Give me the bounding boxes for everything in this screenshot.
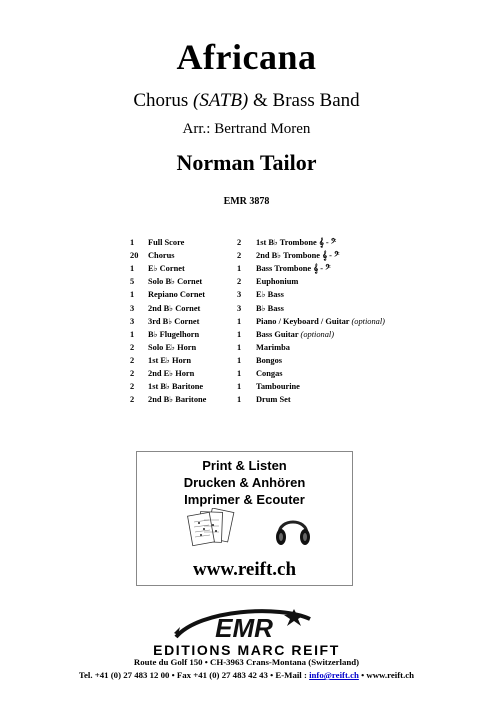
instrument-qty: 20 [130, 251, 139, 261]
instrument-qty: 1 [237, 369, 242, 378]
optional-note: (optional) [300, 329, 335, 339]
instrument-qty: 2 [237, 277, 242, 287]
instrument-name [148, 250, 175, 261]
instrument-qty: 1 [237, 395, 242, 405]
instrument-label: E♭ Bass [256, 290, 284, 300]
instrument-qty: 2 [130, 382, 135, 392]
instrument-name [148, 394, 206, 405]
instrument-name [256, 289, 284, 300]
optional-note: (optional) [351, 316, 385, 326]
instrument-qty: 2 [237, 238, 242, 247]
instrument-label: Congas [256, 369, 283, 378]
instrument-label: Tambourine [256, 382, 300, 392]
instrument-name [256, 355, 282, 366]
instrument-name [148, 263, 185, 274]
instrument-label: Drum Set [256, 395, 291, 405]
instrument-label: Chorus [148, 251, 175, 261]
contact-phone-fax: Tel. +41 (0) 27 483 12 00 • Fax +41 (0) 27 483 42 43 • E-Mail : [78, 670, 310, 680]
publisher-name: EDITIONS MARC REIFT [153, 642, 340, 658]
instrument-label: Bongos [256, 355, 283, 365]
instrument-qty: 1 [130, 329, 135, 339]
instrument-label: B♭ Flugelhorn [148, 329, 200, 339]
subtitle [0, 90, 493, 112]
instrument-qty: 3 [130, 316, 135, 326]
instrument-label: Marimba [256, 342, 290, 352]
instrument-qty: 2 [130, 395, 135, 405]
instrument-name [148, 289, 205, 300]
instrument-qty: 1 [130, 290, 135, 300]
instrument-qty: 1 [237, 329, 242, 339]
promo-line-3: Imprimer & Ecouter [184, 492, 305, 507]
instrument-label: Solo E♭ Horn [148, 342, 197, 352]
instrument-name [256, 237, 336, 248]
instrument-label: 2nd B♭ Trombone 𝄞 - 𝄢 [256, 251, 340, 261]
instrument-name [256, 342, 290, 353]
instrument-qty: 1 [130, 264, 135, 274]
title: Africana [176, 37, 317, 77]
instrument-label: Repiano Cornet [148, 290, 205, 300]
instrument-qty: 1 [237, 264, 242, 274]
subtitle-part-3: & Brass Band [248, 90, 360, 111]
instrument-qty: 1 [237, 316, 242, 326]
instrument-name [148, 237, 184, 248]
instrument-label: Piano / Keyboard / Guitar [256, 316, 352, 326]
instrument-qty: 2 [237, 251, 242, 261]
instrument-name [148, 381, 203, 392]
instrument-qty: 5 [130, 277, 135, 287]
instrument-label: 3rd B♭ Cornet [148, 316, 200, 326]
instrument-label: Bass Trombone 𝄞 - 𝄢 [256, 264, 331, 274]
instrument-name [148, 276, 202, 287]
promo-line-2: Drucken & Anhören [183, 475, 306, 490]
subtitle-voicing: (SATB) [193, 90, 249, 111]
catalog-number: EMR 3878 [223, 196, 270, 207]
instrument-label: 2nd B♭ Cornet [148, 303, 201, 313]
instrument-qty: 3 [237, 303, 242, 313]
subtitle-part-1: Chorus [133, 90, 194, 111]
publisher-address: Route du Golf 150 • CH-3963 Crans-Montana (Switzerland) [133, 657, 360, 667]
instrument-name [256, 303, 284, 314]
instrument-name [256, 381, 300, 392]
instrument-name [256, 316, 385, 327]
emr-logo [170, 603, 318, 643]
email-link[interactable]: info@reift.ch [309, 670, 359, 680]
print-listen-box[interactable] [136, 451, 353, 586]
contact-website: • www.reift.ch [358, 670, 415, 680]
instrument-qty: 2 [130, 342, 135, 352]
instrument-label: Bass Guitar [256, 329, 301, 339]
instrument-name [148, 303, 200, 314]
instrument-name [148, 342, 196, 353]
instrument-name [256, 368, 283, 379]
arranger: Arr.: Bertrand Moren [182, 121, 311, 137]
instrument-label: 1st E♭ Horn [148, 355, 192, 365]
instrument-label: E♭ Cornet [148, 264, 185, 274]
instrument-label: 1st B♭ Trombone 𝄞 - 𝄢 [256, 238, 337, 247]
instrument-label: Euphonium [256, 277, 299, 287]
logo-letters: EMR [215, 613, 273, 643]
instrument-name [256, 329, 334, 340]
instrument-label: 1st B♭ Baritone [148, 382, 204, 392]
instrument-name [256, 263, 331, 274]
instrument-qty: 1 [237, 342, 242, 352]
instrument-name [256, 394, 291, 405]
instrument-qty: 2 [130, 355, 135, 365]
instrument-name [256, 250, 339, 261]
instrument-qty: 1 [130, 238, 135, 247]
instrument-name [148, 329, 199, 340]
instrument-name [148, 355, 191, 366]
instrument-qty: 2 [130, 369, 135, 378]
instrument-label: 2nd E♭ Horn [148, 369, 195, 378]
instrument-name [148, 316, 199, 327]
instrument-label: B♭ Bass [256, 303, 284, 313]
promo-line-1: Print & Listen [202, 458, 287, 473]
instrument-qty: 3 [237, 290, 242, 300]
publisher-contact [0, 670, 493, 680]
headphones-icon [273, 510, 313, 548]
instrument-qty: 3 [130, 303, 135, 313]
instrument-name [148, 368, 194, 379]
instrument-qty: 1 [237, 382, 242, 392]
instrument-label: 2nd B♭ Baritone [148, 395, 207, 405]
promo-url[interactable]: www.reift.ch [192, 559, 297, 580]
instrument-qty: 1 [237, 355, 242, 365]
instrument-name [256, 276, 298, 287]
composer: Norman Tailor [176, 150, 317, 175]
instrument-label: Full Score [148, 238, 185, 247]
sheet-music-icon [187, 508, 243, 548]
instrument-label: Solo B♭ Cornet [148, 277, 203, 287]
